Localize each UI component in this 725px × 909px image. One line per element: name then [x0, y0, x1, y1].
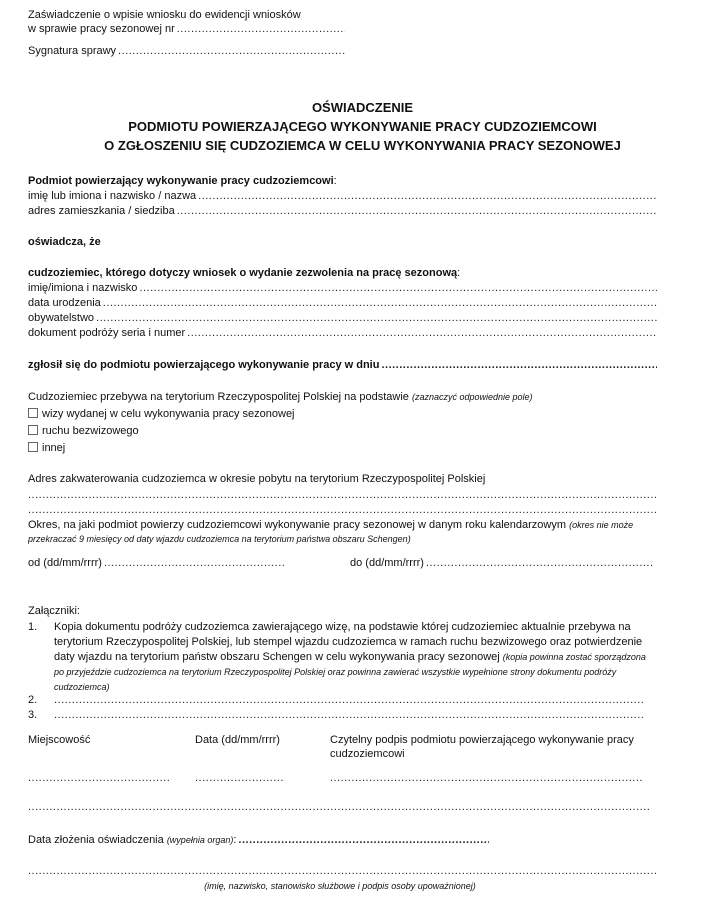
foreigner-heading: cudzoziemiec, którego dotyczy wniosek o wydanie zezwolenia na pracę sezonową: — [28, 267, 461, 279]
foreigner-citizenship-field[interactable]: obywatelstwo ..... — [28, 311, 657, 325]
entity-name-field[interactable]: imię lub imiona i nazwisko / nazwa ..... — [28, 189, 657, 203]
declares-text: oświadcza, że — [28, 236, 101, 248]
attachment-2-number: 2. — [28, 694, 38, 706]
attachment-3-number: 3. — [28, 709, 38, 721]
signature-field[interactable] — [330, 771, 643, 785]
checkbox-other[interactable] — [28, 442, 38, 452]
attachments-heading: Załączniki: — [28, 605, 80, 617]
entity-address-field[interactable]: adres zamieszkania / siedziba ..... — [28, 204, 657, 218]
foreigner-name-field[interactable]: imię/imiona i nazwisko ..... — [28, 281, 657, 295]
registration-line1: Zaświadczenie o wpisie wniosku do ewidencji wniosków — [28, 9, 301, 21]
place-label: Miejscowość — [28, 734, 91, 746]
foreigner-document-field[interactable]: dokument podróży seria i numer ..... — [28, 326, 657, 340]
basis-option-visa[interactable]: wizy wydanej w celu wykonywania pracy sezonowej — [28, 407, 657, 421]
entity-heading: Podmiot powierzający wykonywanie pracy cudzoziemcowi: — [28, 175, 337, 187]
checkbox-visa[interactable] — [28, 408, 38, 418]
foreigner-birthdate-field[interactable]: data urodzenia ..... — [28, 296, 657, 310]
registration-number-field[interactable]: w sprawie pracy sezonowej nr ..... — [28, 22, 345, 36]
official-caption: (imię, nazwisko, stanowisko służbowe i podpis osoby upoważnionej) — [204, 881, 476, 891]
extra-line-field[interactable] — [28, 800, 649, 814]
attachment-2-field[interactable] — [54, 693, 643, 707]
accommodation-field-2[interactable] — [28, 503, 657, 517]
case-signature-field[interactable]: Sygnatura sprawy ..... — [28, 44, 345, 58]
period-to-field[interactable]: do (dd/mm/rrrr) ..... — [350, 556, 653, 570]
date-field[interactable] — [195, 771, 285, 785]
accommodation-label: Adres zakwaterowania cudzoziemca w okresie pobytu na terytorium Rzeczypospolitej Polskiej — [28, 473, 486, 485]
reported-date-field[interactable]: zgłosił się do podmiotu powierzającego wykonywanie pracy w dniu ..... — [28, 358, 657, 372]
attachment-1-text: Kopia dokumentu podróży cudzoziemca zawierającego wizę, na podstawie której cudzoziemiec aktualnie przebywa na terytorium Rzeczypospolitej Polskiej, lub stempel wjazdu cudzoziemca w ramach ruchu bezwizowego oraz potwierdzenie daty wjazdu na terytorium państw obszaru Schengen w celu wykonywania pracy sezonowej (kopia powinna zostać sporządzona po przyjeździe cudzoziemca na terytorium Rzeczypospolitej Polskiej oraz powinna zawierać wszystkie wypełnione strony dokumentu podróży cudzoziemca) — [54, 621, 646, 692]
signature-label: Czytelny podpis podmiotu powierzającego wykonywanie pracy cudzoziemcowi — [330, 734, 634, 760]
basis-option-visa-free[interactable]: ruchu bezwizowego — [28, 424, 657, 438]
date-label: Data (dd/mm/rrrr) — [195, 734, 280, 746]
accommodation-field-1[interactable] — [28, 488, 657, 502]
period-from-field[interactable]: od (dd/mm/rrrr) ..... — [28, 556, 285, 570]
basis-option-other[interactable]: innej — [28, 441, 657, 455]
basis-intro: Cudzoziemiec przebywa na terytorium Rzeczypospolitej Polskiej na podstawie (zaznaczyć odpowiednie pole) — [28, 391, 533, 403]
period-intro: Okres, na jaki podmiot powierzy cudzoziemcowi wykonywanie pracy sezonowej w danym roku kalendarzowym (okres nie może przekraczać 9 miesięcy od daty wjazdu cudzoziemca na terytorium państwa obszaru Schengen) — [28, 519, 634, 544]
doc-title-line3: O ZGŁOSZENIU SIĘ CUDZOZIEMCA W CELU WYKONYWANIA PRACY SEZONOWEJ — [104, 138, 621, 153]
doc-title-line2: PODMIOTU POWIERZAJĄCEGO WYKONYWANIE PRACY CUDZOZIEMCOWI — [128, 119, 597, 134]
submission-date-field[interactable]: Data złożenia oświadczenia (wypełnia organ): ..... — [28, 833, 489, 847]
doc-title-line1: OŚWIADCZENIE — [311, 100, 414, 115]
checkbox-visa-free[interactable] — [28, 425, 38, 435]
attachment-1-number: 1. — [28, 621, 38, 633]
attachment-3-field[interactable] — [54, 708, 643, 722]
official-signature-field[interactable] — [28, 864, 657, 878]
place-field[interactable] — [28, 771, 169, 785]
